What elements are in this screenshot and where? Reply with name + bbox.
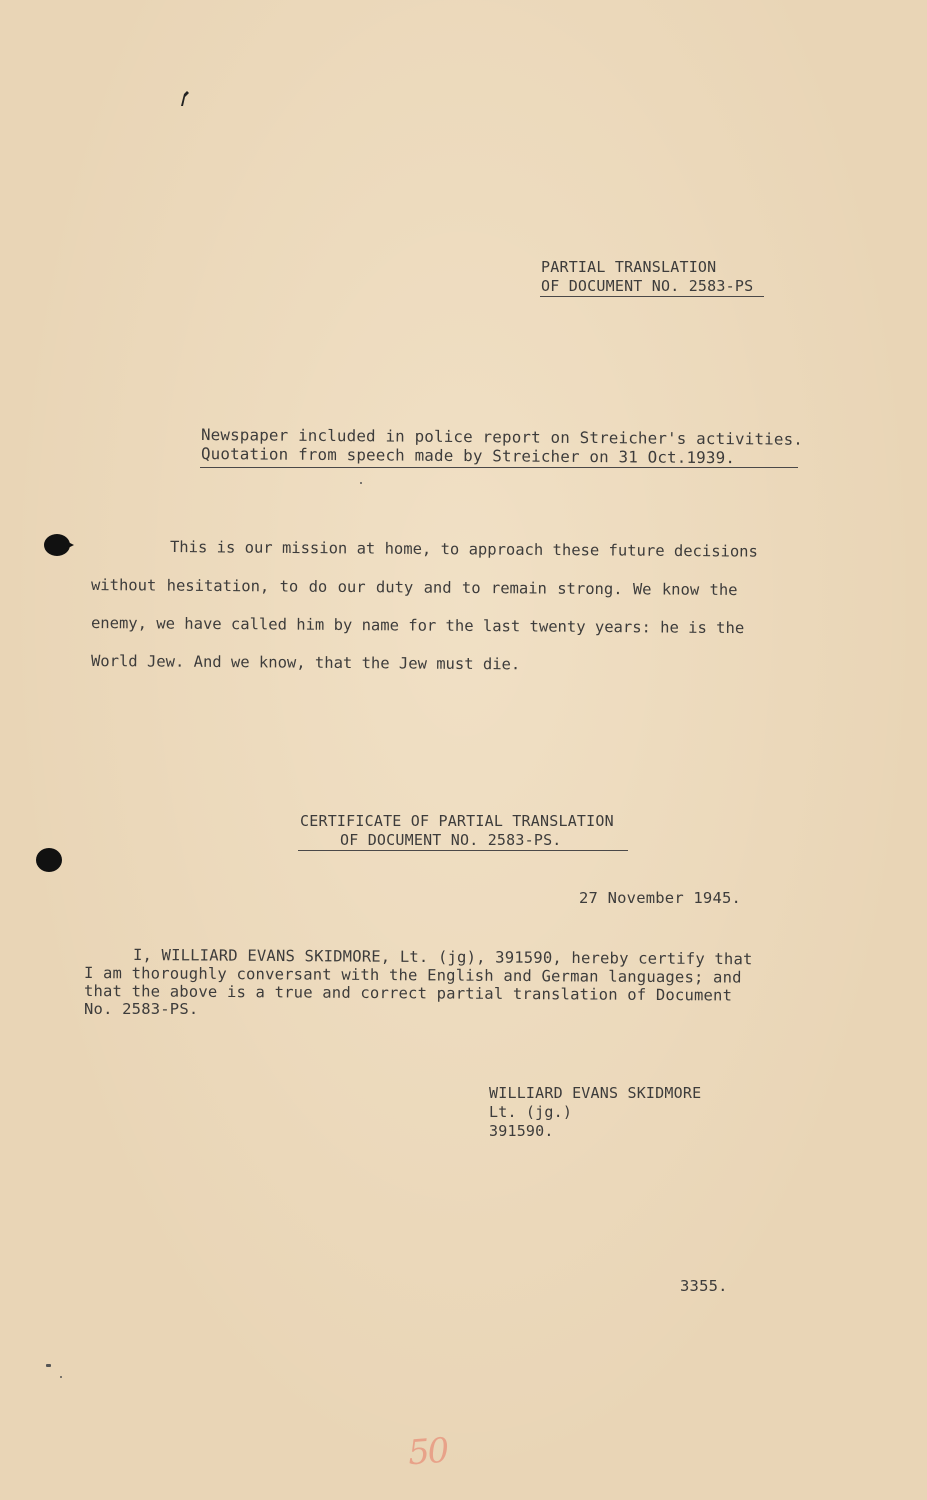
quote-line: enemy, we have called him by name for the last twenty years: he is the <box>90 614 745 638</box>
ink-speck <box>360 482 362 484</box>
quote-line: World Jew. And we know, that the Jew must die. <box>90 652 521 674</box>
quote-line: This is our mission at home, to approach these future decisions <box>169 538 758 561</box>
corner-tick-mark <box>178 88 192 108</box>
certificate-underline <box>298 850 628 851</box>
source-underline <box>200 467 798 468</box>
page-number: 3355. <box>680 1277 728 1295</box>
certificate-document-number: OF DOCUMENT NO. 2583-PS. <box>340 831 562 849</box>
handwritten-page-number: 50 <box>406 1430 449 1474</box>
punch-hole-bottom <box>36 848 62 872</box>
margin-speck <box>46 1364 51 1367</box>
header-underline <box>540 296 764 297</box>
source-description: Newspaper included in police report on Streicher's activities. <box>200 425 804 449</box>
signature-rank: Lt. (jg.) <box>489 1103 573 1121</box>
punch-hole-top-notch <box>66 541 74 549</box>
signature-name: WILLIARD EVANS SKIDMORE <box>489 1084 702 1102</box>
certificate-body-line: that the above is a true and correct partial translation of Document <box>83 982 733 1005</box>
header-document-number: OF DOCUMENT NO. 2583-PS <box>541 277 754 295</box>
certificate-body-line: I, WILLIARD EVANS SKIDMORE, Lt. (jg), 391590, hereby certify that <box>132 946 753 969</box>
source-quotation-note: Quotation from speech made by Streicher on 31 Oct.1939. <box>200 444 736 468</box>
certificate-title: CERTIFICATE OF PARTIAL TRANSLATION <box>300 812 614 830</box>
margin-speck <box>60 1376 62 1378</box>
certificate-body-line: No. 2583-PS. <box>84 1000 199 1018</box>
header-title: PARTIAL TRANSLATION <box>541 258 717 276</box>
quote-line: without hesitation, to do our duty and to remain strong. We know the <box>90 576 738 600</box>
certificate-date: 27 November 1945. <box>579 889 742 907</box>
certificate-body-line: I am thoroughly conversant with the English and German languages; and <box>83 964 742 987</box>
signature-serial: 391590. <box>489 1122 554 1140</box>
